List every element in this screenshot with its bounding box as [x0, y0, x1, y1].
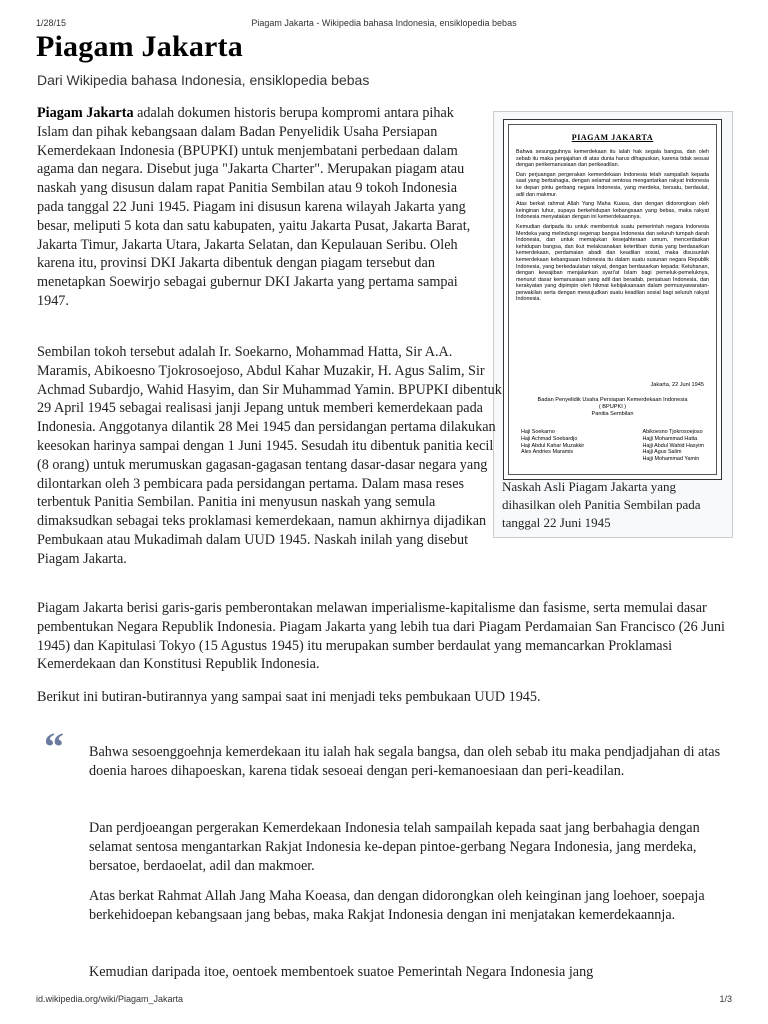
signatory: Hajji Mohammad Hatta	[642, 435, 698, 442]
quote-paragraph: Bahwa sesoenggoehnja kemerdekaan itu ialah hak segala bangsa, dan oleh sebab itu maka pendjadjahan di atas doenia haroes dihapoeskan, karena tidak sesoeai dengan peri-kemanoesiaan dan peri-keadilan.	[89, 744, 721, 779]
document-scan-image[interactable]	[503, 119, 722, 480]
scan-signatories	[521, 429, 704, 463]
body-paragraph: Sembilan tokoh tersebut adalah Ir. Soekarno, Mohammad Hatta, Sir A.A. Maramis, Abikoesno Tjokrosoejoso, Abdul Kahar Muzakir, H. Agus Salim, Sir Achmad Subardjo, Wahid Hasyim, dan Sir Muhammad Yamin. BPUPKI dibentuk 29 April 1945 sebagai realisasi janji Jepang untuk memberi kemerdekaan pada Indonesia. Anggotanya dilantik 28 Mei 1945 dan persidangan pertama dilakukan keesokan harinya sampai dengan 1 Juni 1945. Sesudah itu dibentuk panitia kecil (8 orang) untuk merumuskan gagasan-gagasan tentang dasar-dasar negara yang dilontarkan oleh 3 pembicara pada persidangan pertama. Dalam masa reses terbentuk Panitia Sembilan. Panitia ini menyusun naskah yang semula dimaksudkan sebagai teks proklamasi kemerdekaan, namun akhirnya dijadikan Pembukaan atau Mukadimah dalam UUD 1945. Naskah inilah yang disebut Piagam Jakarta.	[37, 344, 502, 567]
body-paragraph: Piagam Jakarta berisi garis-garis pemberontakan melawan imperialisme-kapitalisme dan fasisme, serta memulai dasar pembentukan Negara Republik Indonesia. Piagam Jakarta yang lebih tua dari Piagam Perdamaian San Francisco (26 Juni 1945) dan Kapitulasi Tokyo (15 Agustus 1945) itu merupakan sumber berdaulat yang memancarkan Proklamasi Kemerdekaan dan Konstitusi Republik Indonesia.	[37, 600, 725, 673]
signatory: Alex Andries Maramis	[521, 449, 574, 456]
scan-body	[516, 149, 709, 306]
signatories-right	[642, 429, 704, 463]
signatory: Haji Soekarno	[521, 429, 555, 435]
quote-mark-icon: “	[44, 724, 64, 769]
scan-org-line: Badan Penyelidik Usaha Persiapan Kemerdekaan Indonesia	[537, 397, 688, 403]
scan-paragraph: Atas berkat rahmat Allah Yang Maha Kuasa, dan dengan didorongkan oleh keinginan luhur, supaya berkehidupan kebangsaan yang bebas, maka rakyat Indonesia menyatakan dengan ini kemerdekaannya.	[516, 201, 709, 221]
quote-paragraph: Kemudian daripada itoe, oentoek membentoek suatoe Pemerintah Negara Indonesia jang	[89, 964, 594, 980]
site-tagline: Dari Wikipedia bahasa Indonesia, ensiklopedia bebas	[37, 72, 370, 88]
scan-paragraph: Dan perjuangan pergerakan kemerdekaan Indonesia telah sampailah kepada saat yang berbahagia, dengan selamat sentosa mengantarkan rakyat Indonesia ke depan pintu gerbang negara Indonesia, yang merdeka, bersatu, berdaulat, adil dan makmur.	[516, 171, 709, 198]
print-footer-page: 1/3	[719, 994, 732, 1004]
scan-organization	[509, 397, 716, 418]
scan-date: Jakarta, 22 Juni 1945	[650, 382, 704, 388]
signatories-left	[521, 429, 584, 463]
signatory: Haji Abdul Kahar Muzakkir	[521, 442, 585, 449]
intro-paragraph	[37, 104, 485, 311]
signatory: Hajji Agus Salim	[642, 449, 682, 456]
signatory: Hajji Abdul Wahid Hasyim	[642, 442, 704, 449]
print-header-date: 1/28/15	[36, 18, 67, 28]
signatory: Abikoesno Tjokrosoejoso	[642, 429, 703, 435]
intro-text: adalah dokumen historis berupa kompromi antara pihak Islam dan pihak kebangsaan dalam Badan Penyelidik Usaha Persiapan Kemerdekaan Indonesia (BPUPKI) untuk menjembatani perbedaan dalam agama dan negara. Disebut juga "Jakarta Charter". Merupakan piagam atau naskah yang disusun dalam rapat Panitia Sembilan atau 9 tokoh Indonesia pada tanggal 22 Juni 1945. Piagam ini disusun karena wilayah Jakarta yang besar, meliputi 5 kota dan satu kabupaten, yaitu Jakarta Pusat, Jakarta Barat, Jakarta Timur, Jakarta Utara, Jakarta Selatan, dan Kepulauan Seribu. Oleh karena itu, provinsi DKI Jakarta dibentuk dengan piagam tersebut dan menetapkan Soewirjo sebagai gubernur DKI Jakarta yang pertama sampai 1947.	[37, 105, 471, 309]
quote-paragraph: Atas berkat Rahmat Allah Jang Maha Koeasa, dan dengan didorongkan oleh keinginan jang loehoer, soepaja berkehidoepan kebangsaan jang bebas, maka Rakjat Indonesia dengan ini menjatakan kemerdekaannja.	[89, 888, 705, 923]
scan-border	[508, 124, 717, 475]
intro-bold-term: Piagam Jakarta	[37, 105, 134, 121]
figure-box	[493, 111, 733, 538]
scan-title: PIAGAM JAKARTA	[571, 133, 654, 142]
quote-paragraph: Dan perdjoeangan pergerakan Kemerdekaan Indonesia telah sampailah kepada saat jang berbahagia dengan selamat sentosa mengantarkan Rakjat Indonesia ke-depan pintoe-gerbang Negara Indonesia, jang merdeka, bersatoe, berdaoelat, adil dan makmoer.	[89, 820, 700, 874]
signatory: Haji Achmad Soebardjo	[521, 435, 578, 442]
print-header-title: Piagam Jakarta - Wikipedia bahasa Indonesia, ensiklopedia bebas	[251, 18, 517, 28]
scan-org-line: Panitia Sembilan	[591, 411, 634, 417]
body-paragraph: Berikut ini butiran-butirannya yang sampai saat ini menjadi teks pembukaan UUD 1945.	[37, 689, 541, 705]
scan-paragraph: Bahwa sesungguhnya kemerdekaan itu ialah hak segala bangsa, dan oleh sebab itu maka penjajahan di atas dunia harus dihapuskan, karena tidak sesuai dengan perikemanusiaan dan perikeadilan.	[516, 149, 709, 169]
print-footer-url: id.wikipedia.org/wiki/Piagam_Jakarta	[36, 994, 184, 1004]
page-title: Piagam Jakarta	[36, 30, 243, 63]
scan-paragraph: Kemudian daripada itu untuk membentuk suatu pemerintah negara Indonesia Merdeka yang melindungi segenap bangsa Indonesia dan seluruh tumpah darah Indonesia, dan untuk memajukan kesejahteraan umum, mencerdaskan kehidupan bangsa, dan ikut melaksanakan ketertiban dunia yang berdasarkan kemerdekaan, perdamaian abadi dan keadilan sosial, maka disusunlah kemerdekaan kebangsaan Indonesia itu dalam suatu susunan negara Republik Indonesia, yang berkedaulatan rakyat, dengan berdasarkan kepada: Ketuhanan, dengan kewajiban menjalankan syari'at Islam bagi pemeluk-pemeluknya, menurut dasar kemanusiaan yang adil dan beradab, persatuan Indonesia, dan kerakyatan yang dipimpin oleh hikmat kebijaksanaan dalam permusyawaratan-perwakilan serta dengan mewujudkan suatu keadilan sosial bagi seluruh rakyat Indonesia.	[516, 223, 709, 303]
figure-caption: Naskah Asli Piagam Jakarta yang dihasilkan oleh Panitia Sembilan pada tanggal 22 Juni 1945	[502, 479, 701, 530]
signatory: Hajji Mohammad Yamin	[642, 456, 700, 463]
scan-org-line: ( BPUPKI )	[598, 404, 627, 410]
